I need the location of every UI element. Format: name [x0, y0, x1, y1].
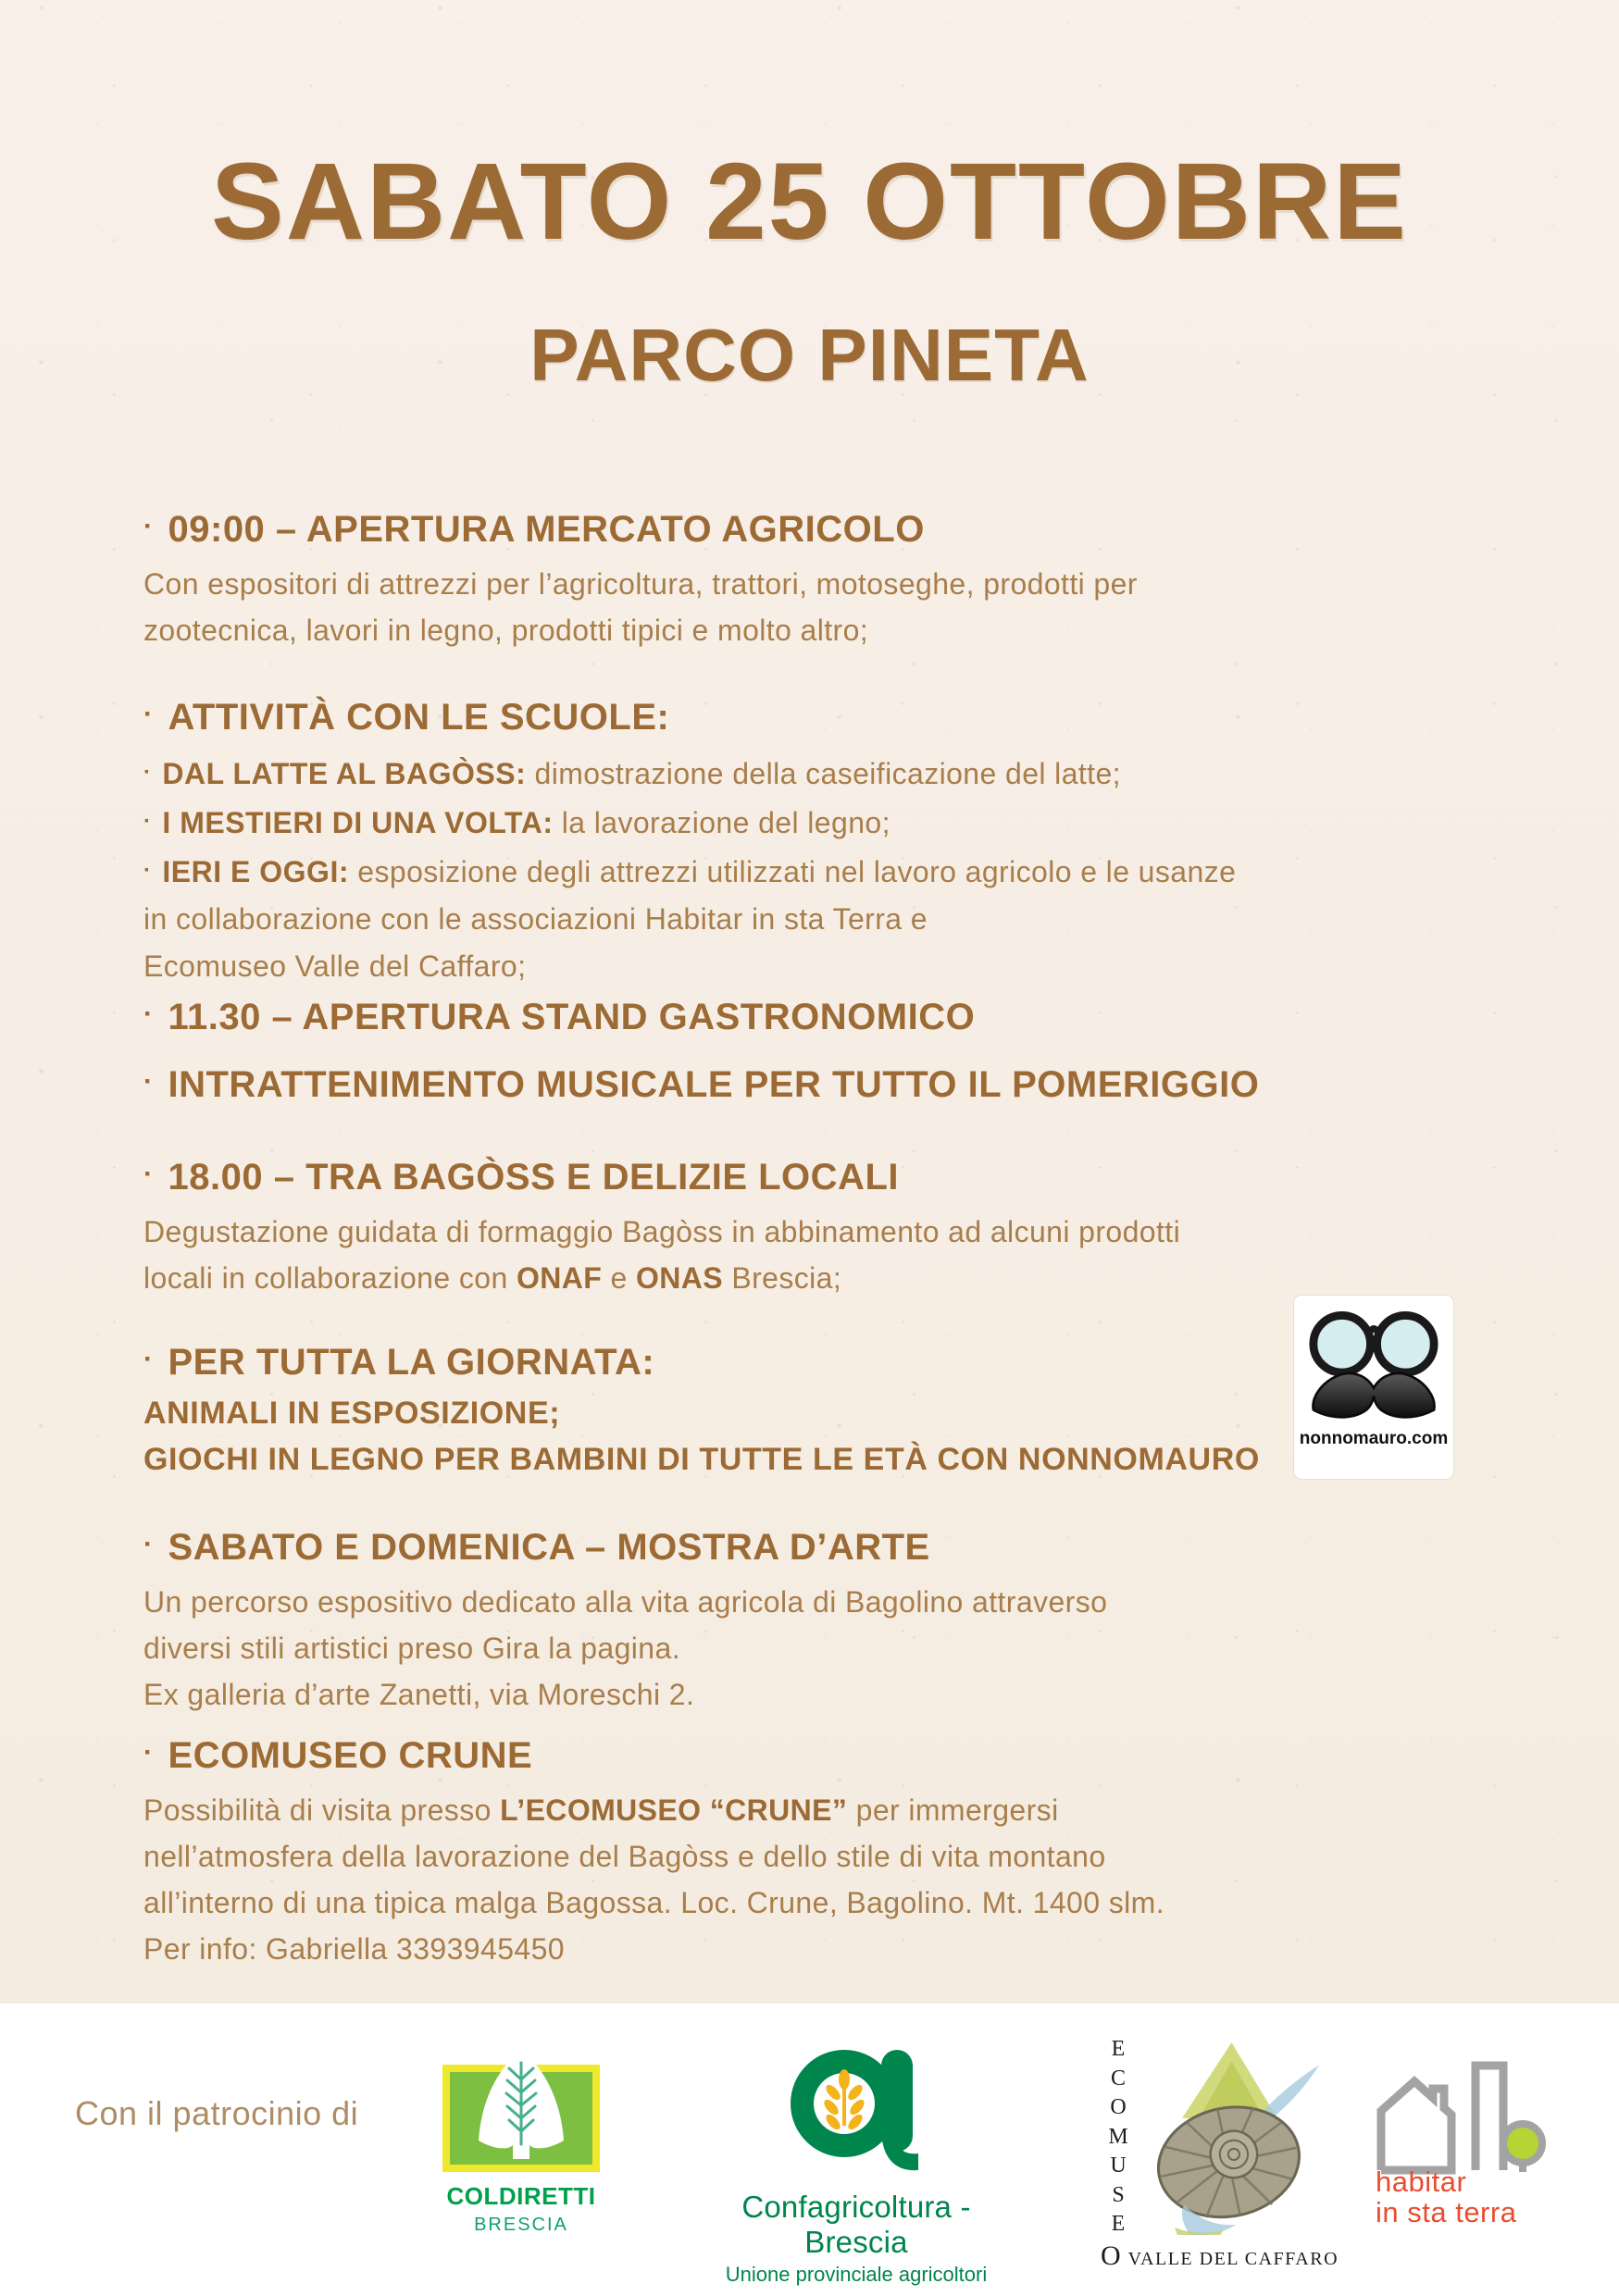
section-body	[143, 1787, 1495, 1972]
body-line: diversi stili artistici preso Gira la pagina.	[143, 1632, 680, 1665]
bullet: ·	[143, 1344, 154, 1374]
poster-subtitle: PARCO PINETA	[529, 314, 1090, 396]
body-line: Degustazione guidata di formaggio Bagòss in abbinamento ad alcuni prodotti	[143, 1215, 1181, 1248]
section-stand-gastronomico	[143, 992, 1495, 1049]
bullet: ·	[143, 760, 152, 785]
habitar-line: in sta terra	[1376, 2196, 1517, 2228]
nonnomauro-badge	[1294, 1296, 1453, 1479]
body-text: Brescia;	[723, 1261, 842, 1295]
coldiretti-sub: BRESCIA	[474, 2215, 568, 2235]
ecomuseo-bottom-line	[1101, 2240, 1339, 2272]
ecomuseo-logo	[1097, 2029, 1361, 2279]
eco-letter: U	[1110, 2153, 1127, 2178]
blue-streak	[1264, 2065, 1320, 2115]
list-item	[143, 798, 1495, 847]
item-label: I MESTIERI DI UNA VOLTA:	[162, 806, 554, 839]
body-text: Possibilità di visita presso	[143, 1793, 501, 1827]
glasses-bridge	[1370, 1329, 1378, 1333]
tree-circle	[1503, 2124, 1542, 2163]
list-item-continuation: Ecomuseo Valle del Caffaro;	[143, 949, 527, 983]
habitar-logo	[1372, 2059, 1557, 2228]
body-line: zootecnica, lavori in legno, prodotti tipici e molto altro;	[143, 614, 869, 647]
item-label: DAL LATTE AL BAGÒSS:	[162, 757, 527, 790]
item-text: esposizione degli attrezzi utilizzati nel lavoro agricolo e le usanze	[348, 855, 1237, 888]
bullet: ·	[143, 1737, 154, 1768]
confagricoltura-sub: Unione provinciale agricoltori	[725, 2263, 988, 2286]
section-attivita-scuole	[143, 692, 1495, 990]
ecomuseo-crune-name: L’ECOMUSEO “CRUNE”	[500, 1793, 848, 1827]
ecomuseo-vertical-letters	[1104, 2035, 1132, 2240]
body-line	[143, 1787, 1495, 1833]
section-heading-text: PER TUTTA LA GIORNATA:	[168, 1342, 655, 1383]
confagricoltura-logo	[713, 2029, 1000, 2287]
eco-letter: S	[1112, 2182, 1125, 2207]
item-text: dimostrazione della caseificazione del latte;	[526, 757, 1121, 790]
section-mercato-agricolo	[143, 504, 1495, 653]
list-item-continuation: in collaborazione con le associazioni Habitar in sta Terra e	[143, 902, 928, 936]
ecomuseo-sub: VALLE DEL CAFFARO	[1127, 2249, 1339, 2269]
body-line: Con espositori di attrezzi per l’agricoltura, trattori, motoseghe, prodotti per	[143, 567, 1138, 601]
section-heading	[143, 1337, 1495, 1384]
body-text: e	[602, 1261, 636, 1295]
body-text: per immergersi	[847, 1793, 1059, 1827]
confagricoltura-name: Confagricoltura - Brescia	[741, 2190, 971, 2259]
mustache	[1314, 1373, 1435, 1417]
section-heading	[143, 1522, 1495, 1570]
bullet: ·	[143, 1159, 154, 1189]
section-heading	[143, 692, 1495, 739]
sponsor-band	[0, 2004, 1619, 2296]
section-body	[143, 1209, 1495, 1301]
org-name: ONAS	[636, 1261, 724, 1295]
village-tree-icon	[1372, 2059, 1552, 2175]
section-heading	[143, 1152, 1495, 1199]
coldiretti-name: COLDIRETTI	[446, 2182, 596, 2210]
eco-letter: O	[1101, 2240, 1121, 2271]
ammonite-mountain-icon	[1134, 2029, 1333, 2235]
bullet: ·	[143, 699, 154, 729]
list-item	[143, 749, 1495, 798]
section-intrattenimento	[143, 1060, 1495, 1116]
green-a-wheat-icon	[787, 2029, 926, 2178]
right-lens	[1377, 1315, 1435, 1372]
bullet: ·	[143, 858, 152, 883]
section-heading-text: ATTIVITÀ CON LE SCUOLE:	[168, 697, 670, 738]
item-label: IERI E OGGI:	[162, 855, 349, 888]
eco-letter: C	[1110, 2066, 1126, 2091]
bullet: ·	[143, 999, 154, 1029]
body-text: locali in collaborazione con	[143, 1261, 517, 1295]
body-line: Un percorso espositivo dedicato alla vita agricola di Bagolino attraverso	[143, 1585, 1108, 1619]
section-heading-text: 18.00 – TRA BAGÒSS E DELIZIE LOCALI	[168, 1157, 899, 1198]
patronage-label: Con il patrocinio di	[75, 2094, 359, 2132]
section-mostra-arte	[143, 1522, 1495, 1718]
list-item	[143, 847, 1495, 896]
section-body	[143, 561, 1495, 653]
body-line: Per info: Gabriella 3393945450	[143, 1932, 565, 1966]
highlight-line: ANIMALI IN ESPOSIZIONE;	[143, 1396, 561, 1431]
eco-letter: O	[1110, 2095, 1127, 2119]
village-outline	[1381, 2066, 1503, 2170]
eco-letter: M	[1108, 2124, 1128, 2149]
highlight-line: GIOCHI IN LEGNO PER BAMBINI DI TUTTE LE ETÀ CON NONNOMAURO	[143, 1442, 1260, 1477]
section-degustazione	[143, 1152, 1495, 1301]
bullet: ·	[143, 511, 154, 541]
habitar-line: habitar	[1376, 2166, 1467, 2198]
org-name: ONAF	[516, 1261, 603, 1295]
coldiretti-logo	[435, 2042, 607, 2236]
section-heading	[143, 1731, 1495, 1778]
section-ecomuseo-crune	[143, 1731, 1495, 1972]
section-heading	[143, 504, 1495, 552]
body-line	[143, 1255, 1495, 1301]
eco-letter: E	[1111, 2212, 1126, 2236]
section-heading-text: 11.30 – APERTURA STAND GASTRONOMICO	[168, 997, 976, 1037]
section-heading-text: 09:00 – APERTURA MERCATO AGRICOLO	[168, 509, 925, 550]
habitar-wordmark	[1376, 2166, 1516, 2228]
body-line: Ex galleria d’arte Zanetti, via Moreschi 2.	[143, 1678, 695, 1711]
poster-title: SABATO 25 OTTOBRE	[211, 141, 1408, 263]
section-heading	[143, 1060, 1495, 1107]
body-line: nell’atmosfera della lavorazione del Bagòss e dello stile di vita montano	[143, 1840, 1106, 1873]
section-body	[143, 1579, 1495, 1718]
bullet: ·	[143, 809, 152, 834]
body-line: all’interno di una tipica malga Bagossa. Loc. Crune, Bagolino. Mt. 1400 slm.	[143, 1886, 1164, 1919]
eco-letter: E	[1111, 2037, 1126, 2061]
bullet: ·	[143, 1529, 154, 1559]
section-giornata	[143, 1337, 1495, 1483]
left-lens	[1314, 1315, 1371, 1372]
item-text: la lavorazione del legno;	[553, 806, 890, 839]
section-heading-text: SABATO E DOMENICA – MOSTRA D’ARTE	[168, 1527, 930, 1568]
glasses-mustache-icon	[1304, 1305, 1443, 1427]
section-heading	[143, 992, 1495, 1039]
section-heading-text: ECOMUSEO CRUNE	[168, 1735, 533, 1776]
ammonite	[1148, 2094, 1309, 2229]
nonnomauro-caption: nonnomauro.com	[1299, 1429, 1449, 1448]
section-heading-text: INTRATTENIMENTO MUSICALE PER TUTTO IL POMERIGGIO	[168, 1064, 1260, 1105]
bullet: ·	[143, 1066, 154, 1097]
wheat-shovel-icon	[441, 2042, 602, 2174]
